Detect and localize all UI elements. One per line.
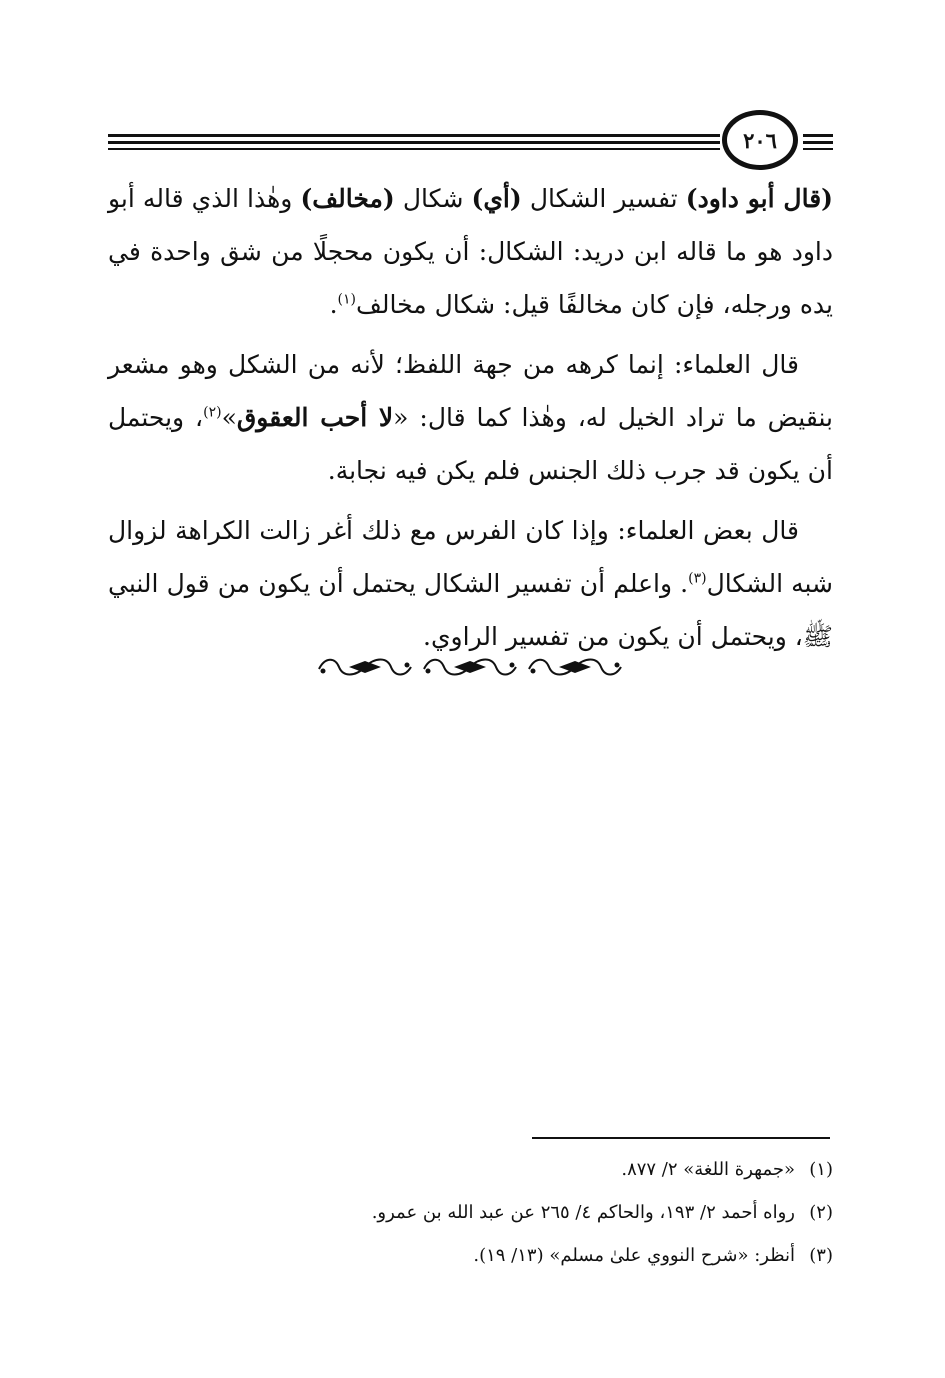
footnote-number: (١) (809, 1159, 833, 1180)
footnote-text: رواه أحمد ٢/ ١٩٣، والحاكم ٤/ ٢٦٥ عن عبد الله بن عمرو. (371, 1202, 795, 1223)
paragraph (108, 504, 833, 663)
page-header (108, 108, 833, 172)
footnote-number: (٣) (809, 1245, 833, 1266)
header-rule-tail (803, 141, 833, 144)
text: قال العلماء: إنما كرهه من جهة اللفظ؛ لأنه من الشكل وهو مشعر بنقيض ما تراد الخيل له، وهٰذا كما قال: « (108, 350, 834, 432)
text-bold: (مخالف) (300, 184, 395, 213)
hadith-quote: لا أحب العقوق (236, 403, 394, 432)
main-text (108, 172, 833, 670)
ornament-icon (315, 653, 415, 683)
header-rule-tail (803, 134, 833, 137)
text: . (329, 290, 338, 319)
footnote-text: «جمهرة اللغة» ٢/ ٨٧٧. (621, 1159, 795, 1180)
text: » (221, 403, 237, 432)
paragraph (108, 338, 833, 497)
footnote (108, 1234, 833, 1277)
text: شكال (394, 184, 472, 213)
footnote (108, 1191, 833, 1234)
text-bold: (أي) (471, 184, 522, 213)
header-rule-tail (803, 148, 833, 150)
text-bold: (قال أبو داود) (685, 184, 833, 213)
page-number: ٢٠٦ (722, 110, 798, 170)
ornament-icon (525, 653, 625, 683)
footnote-ref: (٣) (688, 570, 707, 587)
header-rule (108, 148, 720, 150)
text: ، ويحتمل أن يكون قد جرب ذلك الجنس فلم يكن فيه نجابة. (108, 403, 833, 485)
footnote-ref: (١) (337, 291, 356, 308)
header-rule (108, 141, 720, 144)
text: وهٰذا الذي قاله أبو داود هو ما قاله ابن دريد: الشكال: أن يكون محجلًا من شق واحدة في يده ورجله، فإن كان مخالفًا قيل: شكال مخالف (108, 184, 833, 319)
footnote-separator (532, 1137, 830, 1139)
footnote (108, 1148, 833, 1191)
footnote-number: (٢) (809, 1202, 833, 1223)
text: تفسير الشكال (521, 184, 686, 213)
section-divider-ornament (315, 650, 625, 686)
header-rule (108, 134, 720, 137)
text: . واعلم أن تفسير الشكال يحتمل أن يكون من قول النبي ﷺ، ويحتمل أن يكون من تفسير الراوي. (108, 569, 833, 651)
footnotes (108, 1148, 833, 1277)
text: قال بعض العلماء: وإذا كان الفرس مع ذلك أغر زالت الكراهة لزوال شبه الشكال (108, 516, 834, 598)
ornament-icon (420, 653, 520, 683)
paragraph (108, 172, 833, 331)
footnote-text: أنظر: «شرح النووي علىٰ مسلم» (١٣/ ١٩). (473, 1245, 795, 1266)
footnote-ref: (٢) (203, 404, 222, 421)
